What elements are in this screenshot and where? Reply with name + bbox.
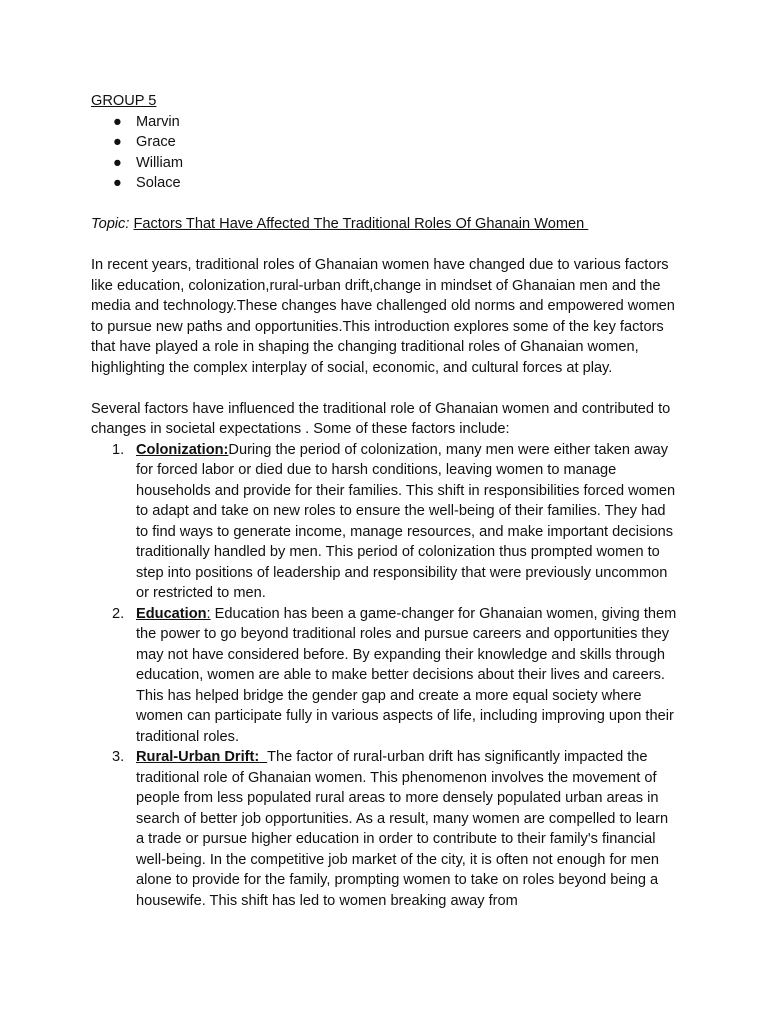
lead-paragraph: Several factors have influenced the traditional role of Ghanaian women and contributed to changes in societal expectations . Some of these factors include: — [91, 400, 671, 437]
bullet-icon: ● — [113, 175, 122, 191]
topic-label: Topic: — [91, 216, 130, 232]
intro-paragraph: In recent years, traditional roles of Ghanaian women have changed due to various factors like education, colonization,rural-urban drift,change in mindset of Ghanaian men and the media and technology.These changes have challenged old norms and empowered women to pursue new paths and opportunities.This introduction explores some of the key factors that have played a role in shaping the changing traditional roles of Ghanaian women, highlighting the complex interplay of social, economic, and cultural forces at play. — [91, 257, 675, 376]
bullet-icon: ● — [113, 154, 122, 171]
factor-term: Education — [136, 605, 207, 622]
term-spacer — [259, 749, 267, 765]
member-item: ● William — [91, 153, 679, 174]
group-title: GROUP 5 — [91, 93, 157, 109]
bullet-icon: ● — [113, 134, 122, 150]
document-body — [91, 91, 679, 911]
members-list — [91, 112, 679, 194]
factor-item-education — [91, 604, 679, 748]
factor-item-colonization — [91, 440, 679, 604]
topic-line — [91, 214, 679, 235]
list-number: 3. — [112, 749, 125, 765]
factor-term: Colonization: — [136, 441, 229, 458]
list-number: 1. — [112, 441, 125, 458]
factor-text: During the period of colonization, many men were either taken away for forced labor or died due to harsh conditions, leaving women to manage households and provide for their families. This shift in responsibilities forced women to adapt and take on new roles to ensure the well-being of their families. They had to find ways to generate income, manage resources, and make important decisions traditionally handled by men. This period of colonization thus prompted women to step into positions of leadership and responsibility that were previously uncommon or restricted to men. — [136, 441, 676, 601]
member-item: ● Marvin — [91, 112, 679, 133]
factor-item-rural-urban-drift — [91, 747, 679, 911]
term-spacer: : — [206, 605, 211, 622]
factor-term: Rural-Urban Drift: — [136, 749, 260, 765]
factor-text: Education has been a game-changer for Ghanaian women, giving them the power to go beyond traditional roles and pursue careers and opportunities they may not have considered before. By expanding their knowledge and skills through education, women are able to make better decisions about their lives and careers. This has helped bridge the gender gap and create a more equal society where women can participate fully in various aspects of life, including improving upon their traditional roles. — [136, 605, 677, 745]
member-item: ● Solace — [91, 173, 679, 194]
topic-title: Factors That Have Affected The Traditional Roles Of Ghanain Women — [133, 216, 589, 232]
list-number: 2. — [112, 605, 125, 622]
bullet-icon: ● — [113, 113, 122, 130]
member-item: ● Grace — [91, 132, 679, 153]
factors-list — [91, 440, 679, 912]
factor-text: The factor of rural-urban drift has significantly impacted the traditional role of Ghanaian women. This phenomenon involves the movement of people from less populated rural areas to more densely populated urban areas in search of better job opportunities. As a result, many women are compelled to learn a trade or pursue higher education in order to contribute to their family's financial well-being. In the competitive job market of the city, it is often not enough for men alone to provide for the family, prompting women to take on roles beyond being a housewife. This shift has led to women breaking away from — [136, 749, 669, 909]
